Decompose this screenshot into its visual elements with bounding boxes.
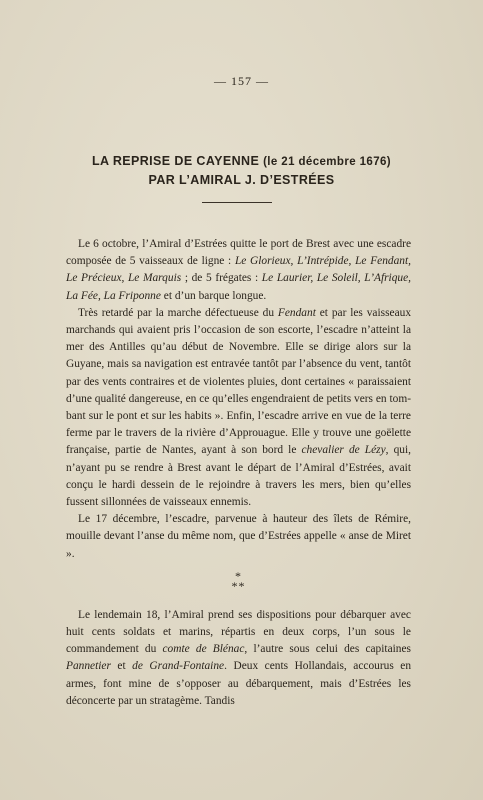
text-run: ; de 5 frégates : [181,272,262,285]
section-separator [66,568,411,593]
text-run: et [110,660,133,673]
paragraph [66,607,411,710]
italic-run: chevalier de Lézy [301,444,386,457]
text-run: . Deux cents Hollandais, accourus en armes, font mine de s’opposer au débarquement, mais d’Estrées les déconcerte par un stratagème. Tandis [66,660,412,707]
paragraph [66,236,411,305]
title-line-1 [40,152,443,171]
paragraph-group-1 [66,236,411,563]
paragraph [66,511,411,563]
title-date: (le 21 décembre 1676) [263,156,392,168]
italic-run: Pannetier [66,660,111,673]
text-run: , l’autre sous celui des capitaines [244,643,411,656]
paragraph-group-2 [66,607,411,710]
text-run: Le 6 octobre, l’Amiral d’Estrées quitte le port de Brest avec une escadre composée de 5 vaisseaux de ligne : [66,238,411,268]
italic-run: comte de Blénac [162,643,245,656]
chapter-title [40,152,443,189]
text-run: et par les vaisseaux marchands qui avaient pris l’occasion de son escorte, l’escadre n’atteint la mer des Antilles qu’au début de Novembre. Elle se dirige alors sur la Guyane, mais sa navigation est entravée tantôt par l’absence du vent, tantôt par des vents contraires et de violentes pluies, dont certaines « paraissaient d’une qualité dangereuse, en ce qu’elles engendraient de petits vers en tombant sur le pont et sur les habits ». Enfin, l’escadre arrive en vue de la terre ferme par le travers de la rivière d’Approuague. Elle y trouve une goëlette française, partie de Nantes, ayant à son bord le [66,306,412,457]
italic-run: de Grand-Fontaine [132,660,225,673]
page-number: — 157 — [214,74,269,88]
title-rule [202,202,272,203]
body-text [66,236,411,710]
title-main: LA REPRISE DE CAYENNE [91,154,260,168]
separator-top: * [235,568,242,583]
italic-run: Le Laurier, Le Soleil, L’Afrique, La Fée, La Friponne [66,272,412,302]
text-run: Le 17 décembre, l’escadre, parvenue à hauteur des îlets de Rémire, mouille devant l’anse du même nom, que d’Estrées appelle « anse de Miret ». [66,513,411,560]
text-run: et d’un barque longue. [160,289,267,302]
text-run: Très retardé par la marche défectueuse du [78,306,278,319]
title-line-2: PAR L’AMIRAL J. D’ESTRÉES [148,173,335,187]
text-run: , qui, n’ayant pu se rendre à Brest avant le départ de l’Amiral d’Estrées, avait conçu le hardi dessein de le rejoindre à travers les mers, bien qu’elles fussent sillonnées de vaisseaux ennemis. [66,444,411,509]
italic-run: Le Glorieux, L’Intrépide, Le Fendant, Le Précieux, Le Marquis [66,255,412,285]
separator-bottom: ** [231,578,246,593]
text-run: Le lendemain 18, l’Amiral prend ses dispositions pour débarquer avec huit cents soldats et marins, répartis en deux corps, l’un sous le commandement du [66,608,411,656]
italic-run: Fendant [277,306,316,319]
paragraph [66,305,411,511]
